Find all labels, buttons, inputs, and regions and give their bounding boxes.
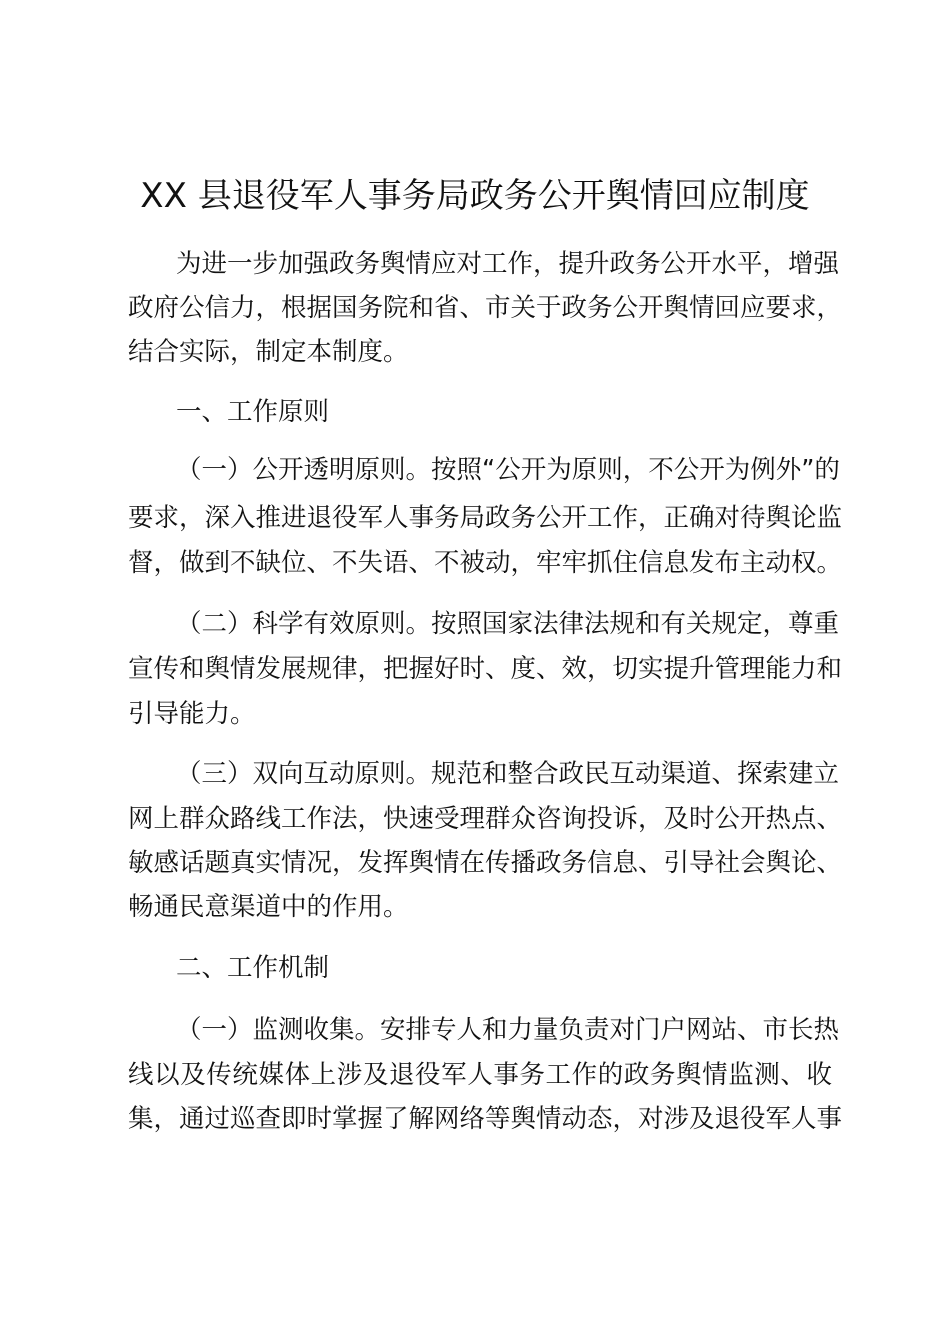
principle-1-line-3: 督，做到不缺位、不失语、不被动，牢牢抓住信息发布主动权。 [128, 548, 843, 578]
principle-1-line-1: （一）公开透明原则。按照“公开为原则，不公开为例外”的 [176, 455, 840, 485]
mechanism-1-line-1: （一）监测收集。安排专人和力量负责对门户网站、市长热 [176, 1015, 840, 1045]
intro-line-3: 结合实际，制定本制度。 [128, 337, 409, 367]
principle-3-line-2: 网上群众路线工作法，快速受理群众咨询投诉，及时公开热点、 [128, 804, 843, 834]
document-title: XX 县退役军人事务局政务公开舆情回应制度 [140, 176, 810, 216]
principle-3-line-3: 敏感话题真实情况，发挥舆情在传播政务信息、引导社会舆论、 [128, 848, 843, 878]
principle-3-line-1: （三）双向互动原则。规范和整合政民互动渠道、探索建立 [176, 759, 840, 789]
intro-line-1: 为进一步加强政务舆情应对工作，提升政务公开水平，增强 [176, 249, 840, 279]
principle-2-line-1: （二）科学有效原则。按照国家法律法规和有关规定，尊重 [176, 609, 840, 639]
mechanism-1-line-3: 集，通过巡查即时掌握了解网络等舆情动态，对涉及退役军人事 [128, 1104, 843, 1134]
mechanism-1-line-2: 线以及传统媒体上涉及退役军人事务工作的政务舆情监测、收 [128, 1060, 832, 1090]
principle-3-line-4: 畅通民意渠道中的作用。 [128, 892, 409, 922]
section-heading-work-principles: 一、工作原则 [176, 397, 330, 427]
principle-1-line-2: 要求，深入推进退役军人事务局政务公开工作，正确对待舆论监 [128, 503, 843, 533]
principle-2-line-2: 宣传和舆情发展规律，把握好时、度、效，切实提升管理能力和 [128, 654, 843, 684]
section-heading-work-mechanism: 二、工作机制 [176, 953, 330, 983]
intro-line-2: 政府公信力，根据国务院和省、市关于政务公开舆情回应要求， [128, 293, 843, 323]
principle-2-line-3: 引导能力。 [128, 699, 256, 729]
